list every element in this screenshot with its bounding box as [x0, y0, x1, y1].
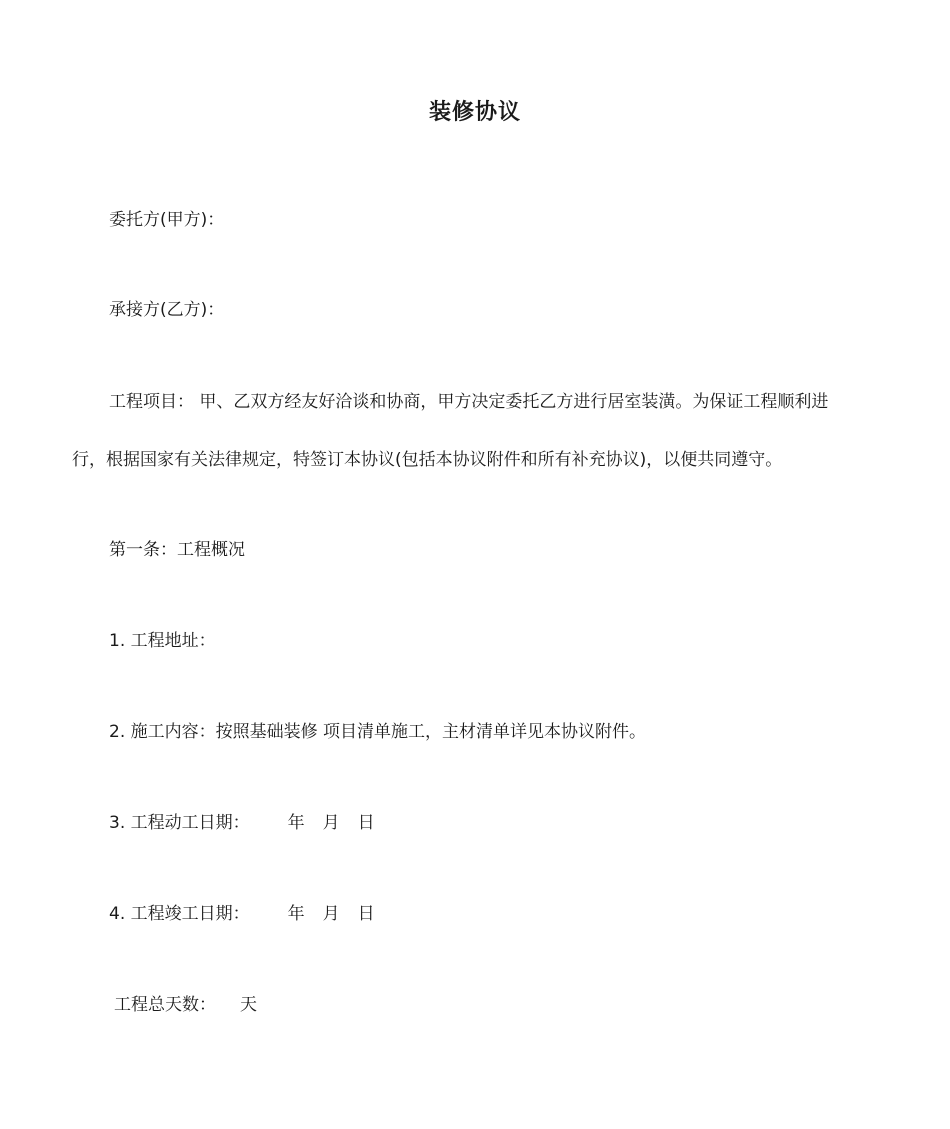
- document-title: 装修协议: [428, 100, 521, 125]
- completion-date-month: 月: [322, 904, 340, 924]
- start-date-day: 日: [357, 813, 375, 833]
- project-address-item: 1. 工程地址：: [109, 631, 216, 651]
- project-paragraph-line1: 工程项目： 甲、乙双方经友好洽谈和协商，甲方决定委托乙方进行居室装潢。为保证工程顺利进: [109, 392, 829, 412]
- total-days-label: 工程总天数：: [114, 995, 216, 1015]
- party-b-label: 承接方(乙方)：: [109, 300, 225, 320]
- total-days-item: [114, 993, 257, 1017]
- start-date-year: 年: [287, 813, 305, 833]
- party-a-label: 委托方(甲方)：: [109, 210, 225, 230]
- article-one-heading: 第一条：工程概况: [109, 540, 245, 560]
- completion-date-day: 日: [357, 904, 375, 924]
- completion-date-item: [109, 902, 375, 926]
- completion-date-year: 年: [287, 904, 305, 924]
- completion-date-label: 4. 工程竣工日期：: [109, 904, 250, 924]
- total-days-unit: 天: [240, 995, 257, 1015]
- construction-content-item: 2. 施工内容：按照基础装修 项目清单施工，主材清单详见本协议附件。: [109, 722, 647, 742]
- project-paragraph-line2: 行，根据国家有关法律规定，特签订本协议(包括本协议附件和所有补充协议)，以便共同遵守。: [72, 450, 783, 470]
- start-date-item: [109, 811, 375, 835]
- start-date-label: 3. 工程动工日期：: [109, 813, 250, 833]
- start-date-month: 月: [322, 813, 340, 833]
